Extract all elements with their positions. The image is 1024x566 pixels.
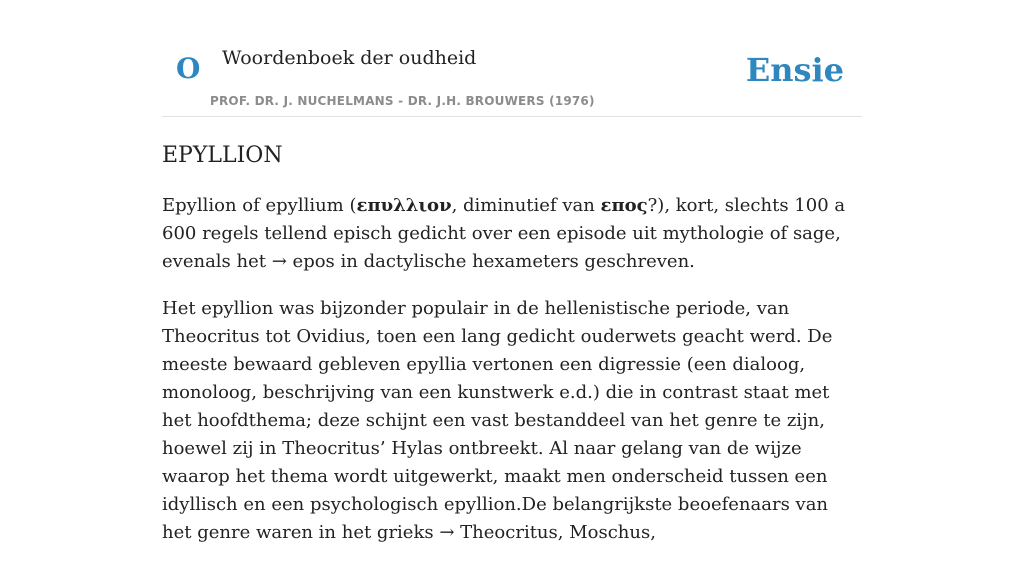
greek-term: επος [600, 195, 648, 216]
page-header [162, 0, 862, 117]
paragraph-1 [162, 192, 858, 276]
link-epos[interactable]: epos [292, 251, 335, 272]
text-segment: Het epyllion was bijzonder populair in de hellenistische periode, van Theocritus tot Ovidius, toen een lang gedicht ouderwets geacht werd. De meeste bewaard gebleven epyllia vertonen een digressie (een dialoog, monoloog, beschrijving van een kunstwerk e.d.) die in contrast staat met het hoofdthema; deze schijnt een vast bestanddeel van het genre te zijn, hoewel zij in Theocritus’ Hylas ontbreekt. Al naar gelang van de wijze waarop het thema wordt uitgewerkt, maakt men onderscheid tussen een idyllisch en een psychologisch epyllion.De belangrijkste beoefenaars van het genre waren in het grieks [162, 298, 833, 543]
link-theocritus[interactable]: Theocritus [460, 522, 558, 543]
paragraph-2 [162, 295, 858, 547]
cross-reference-arrow-icon: → [271, 251, 287, 272]
greek-term: επυλλιον [356, 195, 452, 216]
book-author: PROF. DR. J. NUCHELMANS - DR. J.H. BROUWERS (1976) [210, 94, 595, 108]
entry-title: EPYLLION [162, 143, 283, 168]
text-segment: in dactylische hexameters geschreven. [334, 251, 695, 272]
entry-content [162, 192, 858, 566]
text-segment: ?), kort, slechts 100 a 600 regels tellend episch gedicht over een episode uit mythologie of sage, evenals het [162, 195, 846, 272]
text-segment: , diminutief van [451, 195, 601, 216]
text-segment: Epyllion of epyllium ( [162, 195, 357, 216]
index-letter[interactable]: O [176, 52, 201, 85]
cross-reference-arrow-icon: → [439, 522, 455, 543]
text-segment: , Moschus, [557, 522, 656, 543]
brand-logo[interactable]: Ensie [745, 51, 844, 89]
book-title[interactable]: Woordenboek der oudheid [222, 47, 477, 69]
